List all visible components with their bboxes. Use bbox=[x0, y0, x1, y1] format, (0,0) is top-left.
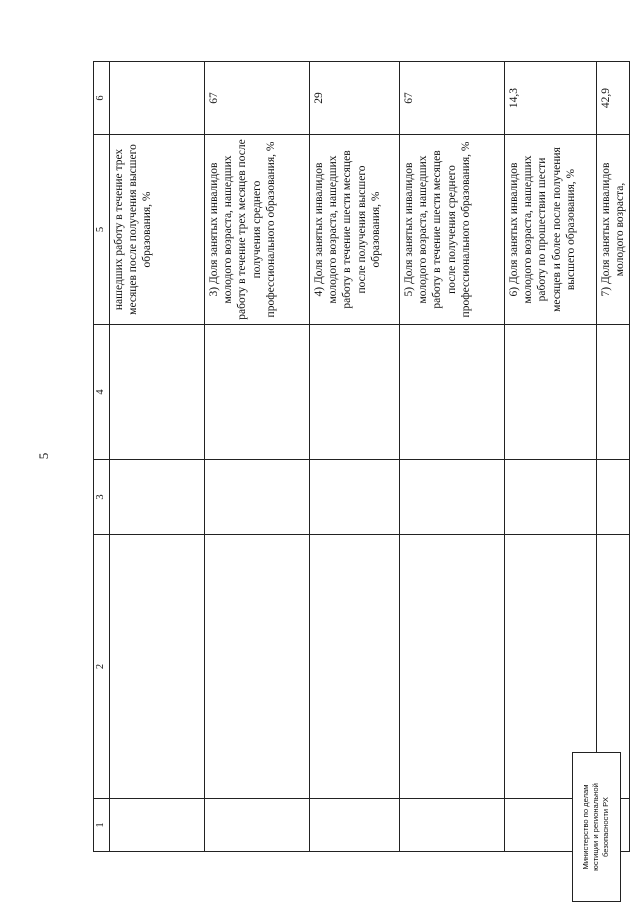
indicator-value: 67 bbox=[400, 62, 505, 135]
indicator-text: 7) Доля занятых инвалидов молодого возраста, bbox=[597, 135, 630, 325]
table-row bbox=[110, 62, 205, 852]
table-cell bbox=[205, 799, 310, 852]
indicator-text: нашедших работу в течение трех месяцев после получения высшего образования, % bbox=[110, 135, 205, 325]
table-cell bbox=[597, 460, 630, 535]
indicator-text: 3) Доля занятых инвалидов молодого возраста, нашедших работу в течение трех месяцев после получения среднего профессионального образования, % bbox=[205, 135, 310, 325]
column-header: 5 bbox=[94, 135, 110, 325]
indicator-value: 67 bbox=[205, 62, 310, 135]
column-header: 2 bbox=[94, 535, 110, 799]
table-cell bbox=[505, 460, 597, 535]
stamp-text bbox=[573, 753, 620, 901]
table-cell bbox=[310, 325, 400, 460]
table-cell bbox=[110, 325, 205, 460]
indicator-value: 42,9 bbox=[597, 62, 630, 135]
table-cell bbox=[110, 799, 205, 852]
page-number: 5 bbox=[36, 452, 51, 460]
indicators-table bbox=[93, 61, 630, 852]
table-cell bbox=[205, 325, 310, 460]
indicator-value: 29 bbox=[310, 62, 400, 135]
table-cell bbox=[400, 460, 505, 535]
ministry-stamp bbox=[572, 752, 621, 902]
indicator-value bbox=[110, 62, 205, 135]
document-table-area bbox=[93, 62, 627, 852]
rotated-table-wrapper bbox=[93, 62, 627, 852]
column-header: 3 bbox=[94, 460, 110, 535]
table-row bbox=[597, 62, 630, 852]
table-cell bbox=[310, 535, 400, 799]
table-cell bbox=[400, 535, 505, 799]
table-cell bbox=[505, 325, 597, 460]
table-header-row bbox=[94, 62, 110, 852]
table-cell bbox=[400, 799, 505, 852]
table-row bbox=[310, 62, 400, 852]
table-row bbox=[400, 62, 505, 852]
stamp-line: юстиции и региональной bbox=[591, 783, 600, 871]
table-cell bbox=[310, 460, 400, 535]
table-cell bbox=[205, 535, 310, 799]
column-header: 6 bbox=[94, 62, 110, 135]
column-header: 4 bbox=[94, 325, 110, 460]
table-row bbox=[505, 62, 597, 852]
indicator-text: 6) Доля занятых инвалидов молодого возраста, нашедших работу по прошествии шести месяцев и более после получения высшего образования, % bbox=[505, 135, 597, 325]
indicator-text: 4) Доля занятых инвалидов молодого возраста, нашедших работу в течение шести месяцев после получения высшего образования, % bbox=[310, 135, 400, 325]
indicator-text: 5) Доля занятых инвалидов молодого возраста, нашедших работу в течение шести месяцев после получения среднего профессионального образования, % bbox=[400, 135, 505, 325]
table-cell bbox=[110, 535, 205, 799]
column-header: 1 bbox=[94, 799, 110, 852]
table-cell bbox=[310, 799, 400, 852]
table-cell bbox=[205, 460, 310, 535]
indicator-value: 14,3 bbox=[505, 62, 597, 135]
table-row bbox=[205, 62, 310, 852]
table-cell bbox=[110, 460, 205, 535]
stamp-line: безопасности РХ bbox=[601, 797, 610, 857]
table-cell bbox=[597, 325, 630, 460]
stamp-line: Министерство по делам bbox=[581, 784, 590, 870]
table-cell bbox=[400, 325, 505, 460]
